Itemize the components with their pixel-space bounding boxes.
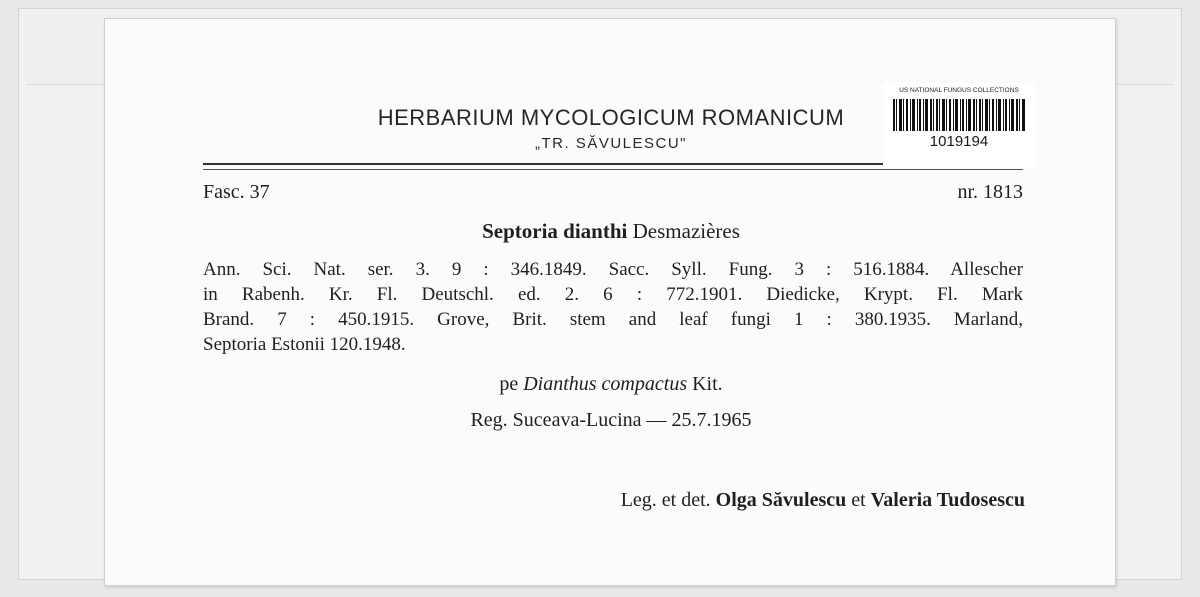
reference-line: Ann. Sci. Nat. ser. 3. 9 : 346.1849. Sacc. Syll. Fung. 3 : 516.1884. Allescher [203, 259, 1023, 280]
species-authority: Desmazières [632, 219, 740, 243]
barcode-number: 1019194 [929, 133, 989, 150]
host-name: Dianthus compactus [523, 373, 688, 395]
specimen-number: nr. 1813 [957, 181, 1023, 203]
barcode-icon [893, 99, 1025, 131]
institution-heading: HERBARIUM MYCOLOGICUM ROMANICUM [377, 105, 845, 130]
host-prefix: pe [499, 373, 519, 395]
locality-date: Reg. Suceava-Lucina — 25.7.1965 [470, 409, 752, 431]
collectors-prefix: Leg. et det. [620, 489, 711, 511]
host-authority: Kit. [692, 373, 723, 395]
literature-references [203, 257, 1023, 357]
host-line [305, 373, 917, 396]
fascicle-number: Fasc. 37 [203, 181, 270, 203]
reference-line: Brand. 7 : 450.1915. Grove, Brit. stem and leaf fungi 1 : 380.1935. Marland, [203, 309, 1023, 330]
species-name: Septoria dianthi [482, 219, 628, 243]
collector-name: Valeria Tudosescu [870, 489, 1025, 511]
barcode-sticker [883, 83, 1035, 167]
barcode-caption: US NATIONAL FUNGUS COLLECTIONS [899, 87, 1019, 94]
collectors-line [405, 489, 1025, 512]
header-divider-thin [203, 169, 1023, 170]
herbarium-label [104, 18, 1116, 586]
reference-line: in Rabenh. Kr. Fl. Deutschl. ed. 2. 6 : 772.1901. Diedicke, Krypt. Fl. Mark [203, 284, 1023, 305]
species-line [305, 219, 917, 244]
collector-name: Olga Săvulescu [715, 489, 847, 511]
collectors-joiner: et [851, 489, 866, 511]
institution-subtitle: „TR. SĂVULESCU" [534, 135, 687, 152]
reference-line: Septoria Estonii 120.1948. [203, 334, 406, 355]
